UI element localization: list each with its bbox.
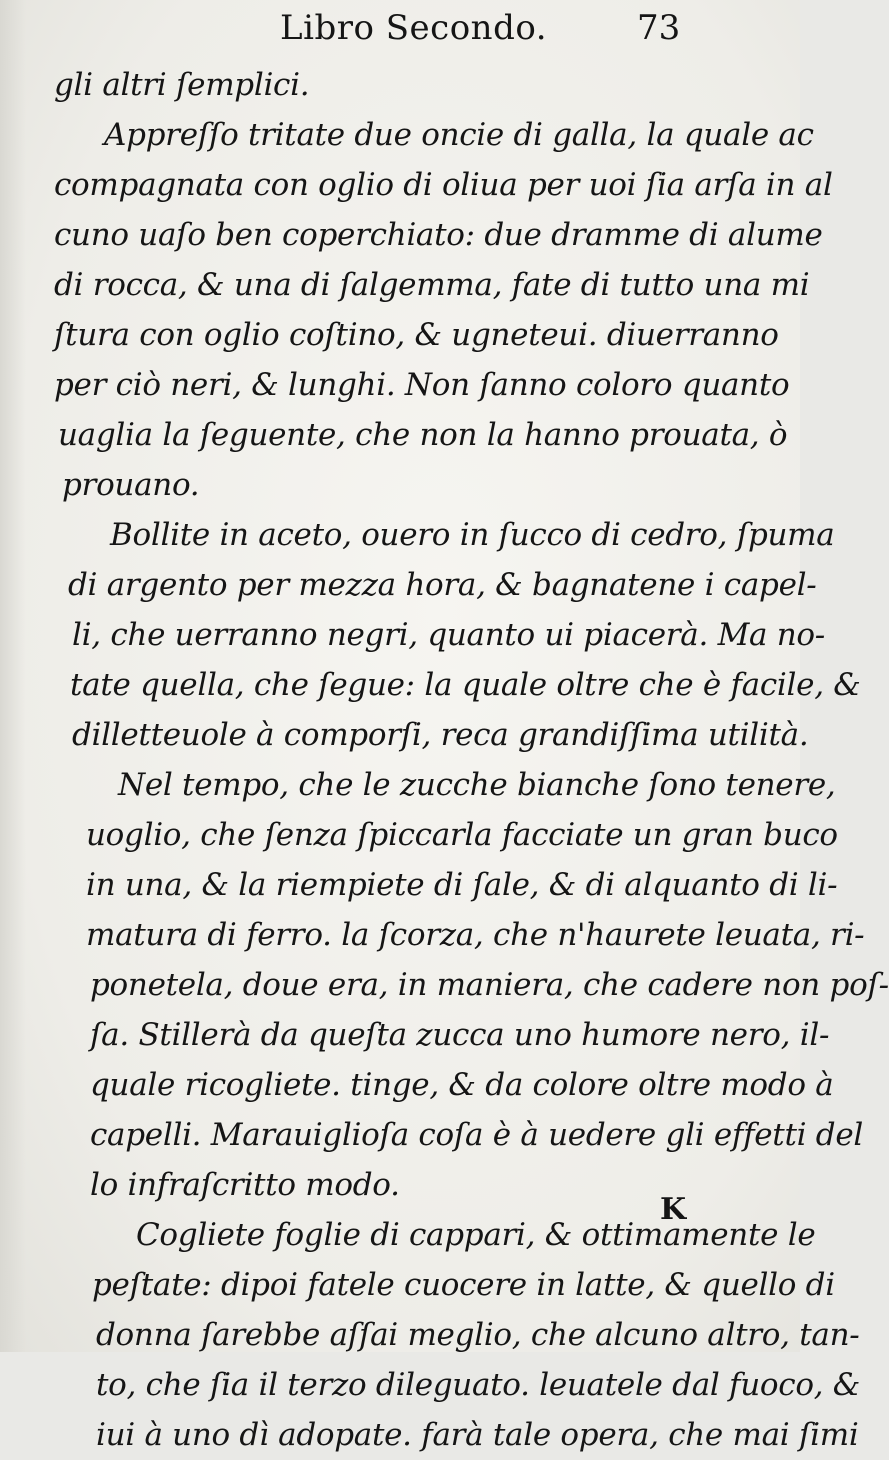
text-line: cuno uaſo ben coperchiato: due dramme di alume [54, 217, 823, 253]
text-line: matura di ferro. la ſcorza, che n'haurete leuata, ri- [86, 917, 865, 953]
text-line: ſtura con oglio coſtino, & ugneteui. diuerranno [54, 317, 779, 353]
text-line: uaglia la ſeguente, che non la hanno prouata, ò [58, 417, 788, 453]
text-line: quale ricogliete. tinge, & da colore oltre modo à [90, 1067, 834, 1103]
signature-mark: K [660, 1192, 687, 1227]
text-line: ſa. Stillerà da queſta zucca uno humore nero, il- [90, 1017, 830, 1053]
text-line: tate quella, che ſegue: la quale oltre che è facile, & [70, 667, 861, 703]
text-line: compagnata con oglio di oliua per uoi ſia arſa in al [54, 167, 833, 203]
body-text [40, 60, 889, 1460]
page-number: 73 [637, 8, 681, 48]
text-line: gli altri ſemplici. [54, 67, 310, 103]
text-line: di argento per mezza hora, & bagnatene i capel- [68, 567, 817, 603]
text-line: li, che uerranno negri, quanto ui piacerà. Ma no- [72, 617, 825, 653]
running-head: Libro Secondo. [280, 8, 548, 48]
text-line: Appreſſo tritate due oncie di galla, la quale ac [104, 117, 814, 153]
text-line: ponetela, doue era, in maniera, che cadere non poſ- [90, 967, 889, 1003]
text-line: peſtate: dipoi fatele cuocere in latte, & quello di [92, 1267, 835, 1303]
text-line: Bollite in aceto, ouero in ſucco di cedro, ſpuma [110, 517, 835, 553]
text-line: in una, & la riempiete di ſale, & di alquanto di li- [86, 867, 838, 903]
text-line: donna ſarebbe aſſai meglio, che alcuno altro, tan- [96, 1317, 860, 1353]
page-gutter-shadow [0, 0, 26, 1352]
text-line: per ciò neri, & lunghi. Non ſanno coloro quanto [54, 367, 790, 403]
text-line: lo infraſcritto modo. [90, 1167, 400, 1203]
text-line: Cogliete foglie di cappari, & ottimamente le [136, 1217, 816, 1253]
text-line: capelli. Marauiglioſa coſa è à uedere gli effetti del [90, 1117, 863, 1153]
text-line: Nel tempo, che le zucche bianche ſono tenere, [118, 767, 836, 803]
text-line: iui à uno dì adopate. farà tale opera, che mai ſimi [96, 1417, 859, 1453]
text-line: uoglio, che ſenza ſpiccarla facciate un gran buco [86, 817, 838, 853]
text-line: prouano. [62, 467, 200, 503]
text-line: to, che ſia il terzo dileguato. leuatele dal fuoco, & [96, 1367, 861, 1403]
page-header [280, 6, 690, 50]
text-line: dilletteuole à comporſi, reca grandiſſima utilità. [72, 717, 809, 753]
text-line: di rocca, & una di ſalgemma, fate di tutto una mi [54, 267, 810, 303]
